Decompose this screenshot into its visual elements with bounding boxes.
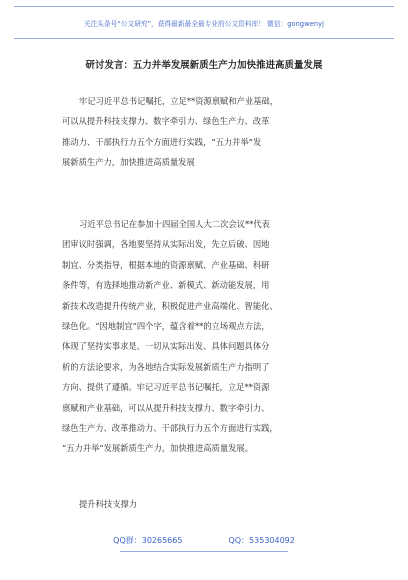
paragraph-1 — [62, 91, 362, 173]
paragraph-line: 制宜、分类指导，根据本地的资源禀赋、产业基础、科研 — [62, 259, 270, 270]
paragraph-line: 团审议时强调，各地要坚持从实际出发，先立后破、因地 — [62, 239, 270, 250]
document-title: 研讨发言：五力并举发展新质生产力加快推进高质量发展 — [85, 60, 323, 71]
paragraph-line: 习近平总书记在参加十四届全国人大二次会议**代表 — [79, 219, 270, 229]
header-banner-text: 关注头条号“公文研究”，获得最新最全最专业的公文资料库！ 微信：gongwenyj — [83, 19, 325, 28]
paragraph-line: 牢记习近平总书记嘱托，立足**资源禀赋和产业基础， — [79, 96, 279, 106]
paragraph-line: 绿色生产力、改革推动力、干部执行力五个方面进行实践， — [62, 422, 278, 433]
paragraph-line: 推动力、干部执行力五个方面进行实践，“五力并举”发 — [62, 136, 262, 147]
paragraph-line: 禀赋和产业基础，可以从提升科技支撑力、数字牵引力、 — [62, 402, 270, 413]
footer-qq-group: QQ群：30265665 — [113, 536, 183, 545]
paragraph-line: 绿色化。“因地制宜”四个字，蕴含着**的立场观点方法， — [62, 320, 270, 331]
footer-contact — [0, 535, 408, 546]
paragraph-line: 新技术改造提升传统产业，积极促进产业高端化、智能化、 — [62, 300, 278, 311]
footer-divider — [120, 551, 288, 552]
paragraph-line: “五力并举”发展新质生产力，加快推进高质量发展。 — [62, 443, 254, 454]
paragraph-line: 析的方法论要求，为各地结合实际发展新质生产力指明了 — [62, 361, 270, 372]
paragraph-line: 方向、提供了遵循。牢记习近平总书记嘱托，立足**资源 — [62, 382, 270, 393]
paragraph-2 — [62, 214, 362, 459]
paragraph-line: 条件等，有选择地推动新产业、新模式、新动能发展，用 — [62, 280, 270, 291]
paragraph-line: 展新质生产力，加快推进高质量发展 — [62, 157, 195, 168]
paragraph-line: 体现了坚持实事求是。一切从实际出发、具体问题具体分 — [62, 341, 270, 352]
section-subheading: 提升科技支撑力 — [79, 499, 138, 509]
header-banner — [14, 6, 394, 39]
footer-qq-number: QQ：535304092 — [228, 536, 295, 545]
paragraph-line: 可以从提升科技支撑力、数字牵引力、绿色生产力、改革 — [62, 116, 270, 127]
